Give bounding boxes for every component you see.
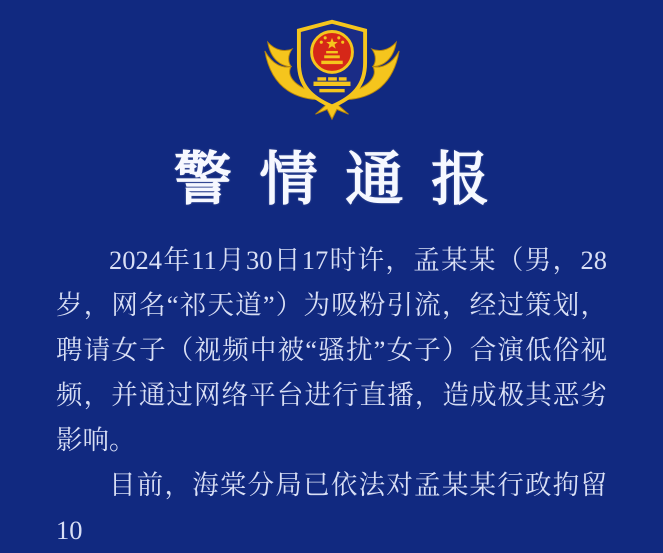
emblem-container <box>0 12 663 124</box>
page-title: 警情通报 <box>173 147 518 212</box>
notice-paragraph-1: 2024年11月30日17时许，孟某某（男，28岁，网名“祁天道”）为吸粉引流，经过策划，聘请女子（视频中被“骚扰”女子）合演低俗视频，并通过网络平台进行直播，造成极其恶劣影响。 <box>56 244 607 455</box>
police-badge-icon <box>259 12 405 124</box>
notice-body <box>56 238 607 553</box>
notice-paragraph-2: 目前，海棠分局已依法对孟某某行政拘留10 <box>56 469 607 545</box>
